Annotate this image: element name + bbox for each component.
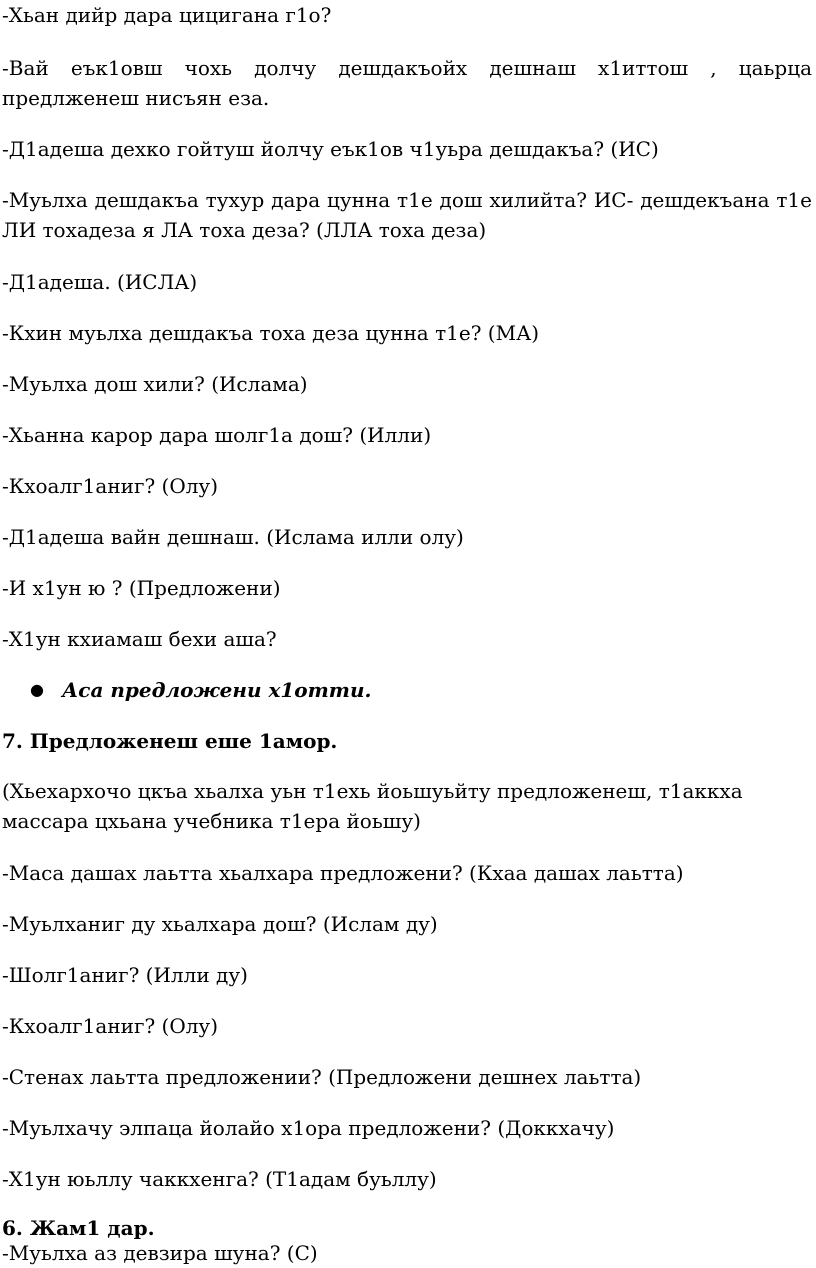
line-21: -Х1ун юьллу чаккхенга? (Т1адам буьллу) (2, 1167, 437, 1191)
line-instruction: (Хьехархочо цкъа хьалха уьн т1ехь йоьшуьйту предложенеш, т1аккха массара цхьана учебника т1ера йоьшу) (2, 779, 743, 833)
line-16: -Муьлханиг ду хьалхара дош? (Ислам ду) (2, 912, 438, 936)
line-20: -Муьлхачу элпаца йолайо х1ора предложени? (Доккхачу) (2, 1116, 615, 1140)
line-15: -Маса дашах лаьтта хьалхара предложени? (Кхаа дашах лаьтта) (2, 861, 684, 885)
line-12: -Х1ун кхиамаш бехи аша? (2, 627, 277, 651)
line-1: -Хьан дийр дара цицигана г1о? (2, 3, 332, 27)
line-22: -Муьлха аз девзира шуна? (С) (2, 1241, 318, 1265)
line-17: -Шолг1аниг? (Илли ду) (2, 963, 248, 987)
line-4: -Муьлха дешдакъа тухур дара цунна т1е дош хилийта? ИС- дешдекъана т1е ЛИ тохадеза я ЛА тоха деза? (ЛЛА тоха деза) (2, 188, 812, 242)
line-18: -Кхоалг1аниг? (Олу) (2, 1014, 219, 1038)
section-heading-6: 6. Жам1 дар. (2, 1216, 155, 1240)
bullet-icon: ● (30, 680, 44, 699)
line-8: -Хьанна карор дара шолг1а дош? (Илли) (2, 423, 432, 447)
line-10: -Д1адеша вайн дешнаш. (Ислама илли олу) (2, 525, 464, 549)
line-7: -Муьлха дош хили? (Ислама) (2, 372, 308, 396)
line-6: -Кхин муьлха дешдакъа тоха деза цунна т1е? (МА) (2, 321, 540, 345)
section-heading-7: 7. Предложенеш еше 1амор. (2, 729, 338, 753)
line-5: -Д1адеша. (ИСЛА) (2, 270, 198, 294)
line-2: -Вай еък1овш чохь долчу дешдакъойх дешнаш х1иттош , цаьрца предлженеш нисъян еза. (2, 56, 812, 110)
line-19: -Стенах лаьтта предложении? (Предложени дешнех лаьтта) (2, 1065, 642, 1089)
bullet-item: Аса предложени х1отти. (62, 678, 372, 702)
line-11: -И х1ун ю ? (Предложени) (2, 576, 281, 600)
line-9: -Кхоалг1аниг? (Олу) (2, 474, 219, 498)
line-3: -Д1адеша дехко гойтуш йолчу еък1ов ч1уьра дешдакъа? (ИС) (2, 137, 659, 161)
